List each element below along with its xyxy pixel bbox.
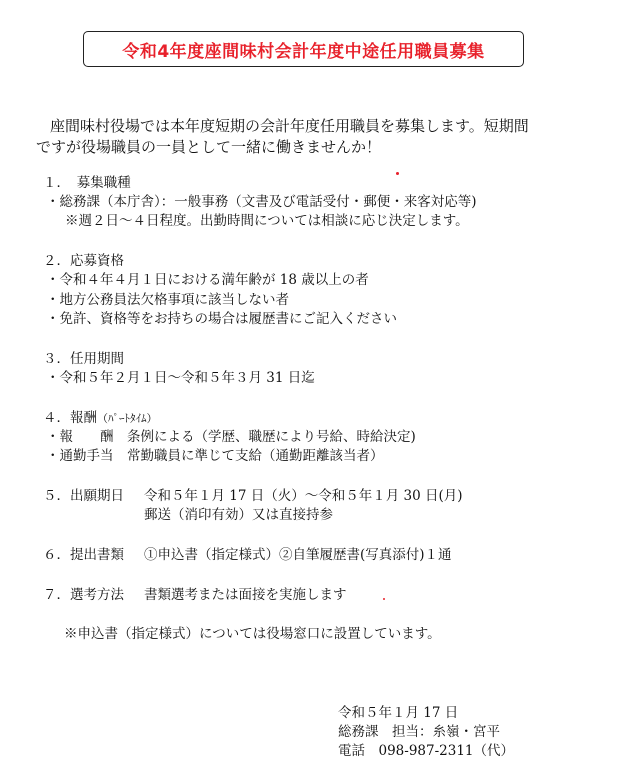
section-7-value-1: 書類選考または面接を実施します: [144, 587, 347, 603]
section-5-value-2: 郵送（消印有効）又は直接持参: [144, 507, 333, 523]
section-4-heading: [43, 409, 158, 428]
section-6-value-1: ①申込書（指定様式）②自筆履歴書(写真添付)１通: [144, 547, 452, 563]
section-4-heading-note: （ﾊﾟｰﾄﾀｲﾑ）: [97, 412, 158, 425]
intro-line-2: ですが役場職員の一員として一緒に働きませんか！: [36, 138, 382, 156]
section-7-heading: ７．選考方法: [43, 587, 124, 603]
red-dot-mark-2: [383, 598, 385, 600]
footer-date: 令和５年１月 17 日: [338, 705, 459, 721]
section-1-item-1: ・総務課（本庁舎）：一般事務（文書及び電話受付・郵便・来客対応等): [46, 194, 477, 210]
section-6-heading: ６．提出書類: [43, 547, 124, 563]
section-2-heading: ２．応募資格: [43, 253, 124, 269]
section-2-item-2: ・地方公務員法欠格事項に該当しない者: [46, 292, 289, 308]
section-4-item-1: ・報 酬 条例による（学歴、職歴により号給、時給決定): [46, 429, 416, 445]
section-3-item-1: ・令和５年２月１日～令和５年３月 31 日迄: [46, 370, 315, 386]
section-4-heading-text: ４．報酬: [43, 410, 97, 426]
section-4-item-2: ・通勤手当 常勤職員に準じて支給（通勤距離該当者）: [46, 448, 384, 464]
section-5-value-1: 令和５年１月 17 日（火）～令和５年１月 30 日(月): [144, 488, 463, 504]
footer-phone: 電話 098-987-2311（代）: [338, 743, 515, 759]
section-3-heading: ３．任用期間: [43, 351, 124, 367]
intro-line-1: 座間味村役場では本年度短期の会計年度任用職員を募集します。短期間: [50, 117, 529, 135]
footer-contact: 総務課 担当：糸嶺・宮平: [338, 724, 500, 740]
page-title: 令和4年度座間味村会計年度中途任用職員募集: [122, 41, 485, 62]
section-2-item-3: ・免許、資格等をお持ちの場合は履歴書にご記入ください: [46, 311, 397, 327]
application-note: ※申込書（指定様式）については役場窓口に設置しています。: [64, 626, 441, 642]
red-dot-mark: [396, 172, 399, 175]
section-5-heading: ５．出願期日: [43, 488, 124, 504]
section-1-heading: １． 募集職種: [43, 175, 131, 191]
title-box: [83, 31, 524, 67]
section-2-item-1: ・令和４年４月１日における満年齢が 18 歳以上の者: [46, 272, 369, 288]
section-1-item-2: ※週２日～４日程度。出勤時間については相談に応じ決定します。: [65, 213, 469, 229]
